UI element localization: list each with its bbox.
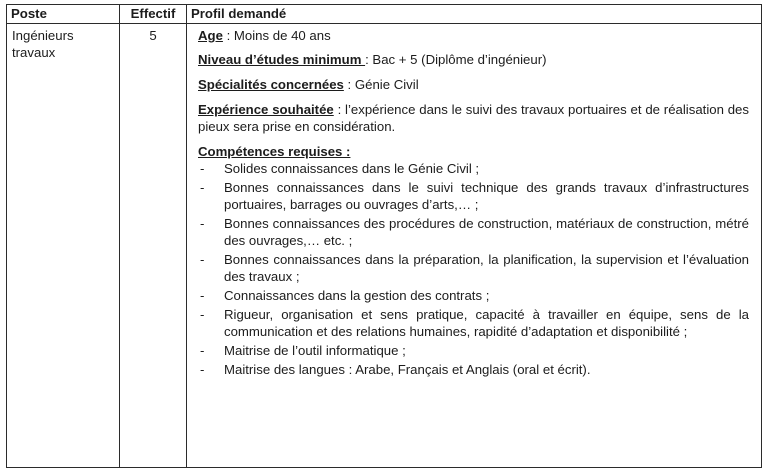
table-header-row: [7, 5, 762, 24]
bullet-dash: -: [200, 362, 205, 377]
competences-label: Compétences requises :: [198, 144, 351, 159]
competence-text: Bonnes connaissances des procédures de construction, matériaux de construction, métré des ouvrages,… etc. ;: [224, 216, 749, 248]
list-item: [198, 342, 749, 359]
competences-title: [198, 143, 749, 160]
bullet-dash: -: [200, 343, 205, 358]
list-item: [198, 287, 749, 304]
bullet-dash: -: [200, 180, 205, 195]
specialites-label: Spécialités concernées: [198, 77, 344, 92]
table-row: [7, 24, 762, 468]
poste-cell: Ingénieurs travaux: [7, 24, 120, 468]
competence-text: Connaissances dans la gestion des contrats ;: [224, 288, 490, 303]
bullet-dash: -: [200, 216, 205, 231]
competence-text: Bonnes connaissances dans la préparation, la planification, la supervision et l’évaluation des travaux ;: [224, 252, 749, 284]
list-item: [198, 361, 749, 378]
age-line: [198, 27, 749, 44]
list-item: [198, 306, 749, 340]
bullet-dash: -: [200, 307, 205, 322]
niveau-label: Niveau d’études minimum: [198, 52, 366, 67]
bullet-dash: -: [200, 288, 205, 303]
effectif-cell: 5: [120, 24, 187, 468]
competences-list: [198, 160, 749, 378]
job-profile-table: [6, 4, 762, 468]
bullet-dash: -: [200, 252, 205, 267]
specialites-line: [198, 76, 749, 93]
bullet-dash: -: [200, 161, 205, 176]
list-item: [198, 215, 749, 249]
niveau-value: : Bac + 5 (Diplôme d’ingénieur): [365, 52, 547, 67]
list-item: [198, 160, 749, 177]
niveau-line: [198, 51, 749, 68]
specialites-value: : Génie Civil: [343, 77, 419, 92]
experience-line: [198, 101, 749, 135]
profil-cell: [187, 24, 762, 468]
header-poste: Poste: [7, 5, 120, 24]
competence-text: Bonnes connaissances dans le suivi technique des grands travaux d’infrastructures portuaires, barrages ou ouvrages d’arts,… ;: [224, 180, 749, 212]
age-label: Age: [198, 28, 223, 43]
age-value: : Moins de 40 ans: [222, 28, 331, 43]
experience-value: : l’expérience dans le suivi des travaux portuaires et de réalisation des pieux sera prise en considération.: [198, 102, 749, 134]
header-profil-demande: Profil demandé: [187, 5, 762, 24]
competence-text: Maitrise des langues : Arabe, Français et Anglais (oral et écrit).: [224, 362, 591, 377]
list-item: [198, 251, 749, 285]
competence-text: Solides connaissances dans le Génie Civil ;: [224, 161, 480, 176]
experience-label: Expérience souhaitée: [198, 102, 334, 117]
competence-text: Rigueur, organisation et sens pratique, capacité à travailler en équipe, sens de la communication et des relations humaines, rapidité d’adaptation et disponibilité ;: [224, 307, 749, 339]
header-effectif: Effectif: [120, 5, 187, 24]
competence-text: Maitrise de l’outil informatique ;: [224, 343, 406, 358]
list-item: [198, 179, 749, 213]
